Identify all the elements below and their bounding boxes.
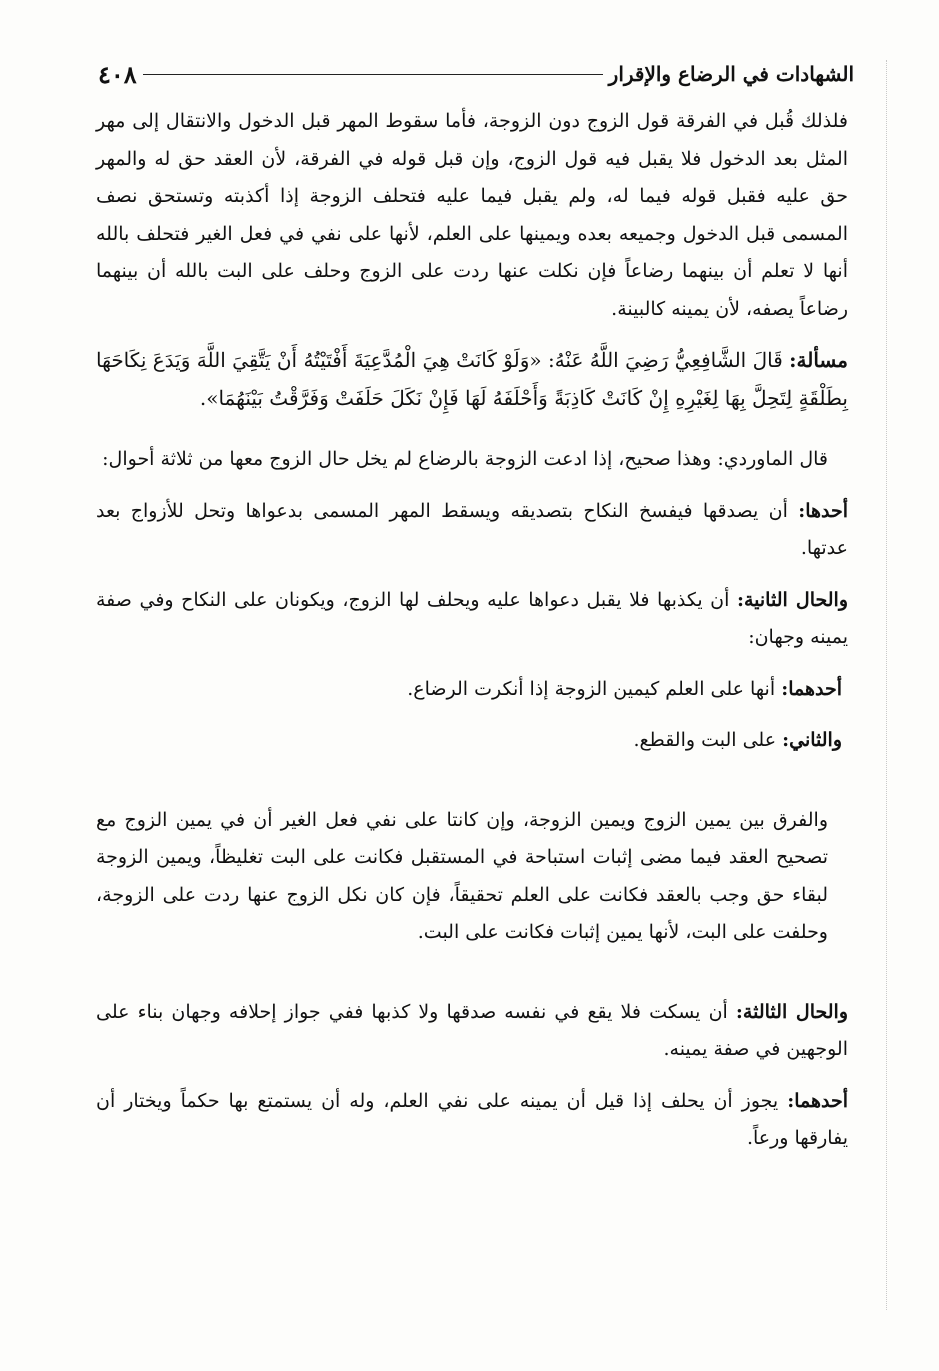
masala-label: مسألة: [789, 348, 848, 372]
page-header [88, 56, 854, 92]
paragraph-aspect-two [96, 722, 848, 760]
paragraph-last-aspect [96, 1083, 848, 1158]
spacer [96, 328, 848, 342]
page-body [96, 103, 848, 1158]
paragraph-state-two [96, 582, 848, 657]
state-three-label: والحال الثالثة: [735, 1000, 848, 1023]
aspect-two-label: والثاني: [782, 729, 842, 751]
state-two-label: والحال الثانية: [736, 588, 848, 611]
aspect-one-text: أنها على العلم كيمين الزوجة إذا أنكرت الرضاع. [407, 677, 776, 700]
state-one-label: أحدها: [798, 499, 849, 522]
spacer [96, 952, 848, 994]
header-rule [143, 74, 603, 75]
paragraph-intro: فلذلك قُبل في الفرقة قول الزوج دون الزوجة، فأما سقوط المهر قبل الدخول والانتقال إلى مهر المثل بعد الدخول فلا يقبل فيه قول الزوج، وإن قبل قوله في الفرقة، لأن العقد حق له والمهر حق عليه فقبل قوله فيما له، ولم يقبل فيما عليه فتحلف الزوجة إذا أكذبته وتستحق نصف المسمى قبل الدخول وجميعه بعده ويمينها على العلم، لأنها على نفي في فعل الغير فتحلف بالله أنها لا تعلم أن بينهما رضاعاً فإن نكلت عنها ردت على الزوج وحلف على البت بالله أن بينهما رضاعاً يصفه، لأن يمينه كالبينة. [96, 110, 848, 320]
masala-text: قَالَ الشَّافِعِيُّ رَضِيَ اللَّهُ عَنْهُ: «وَلَوْ كَانَتْ هِيَ الْمُدَّعِيَةَ أَفْتَيْتُهُ أَنْ يَتَّقِيَ اللَّهَ وَيَدَعَ نِكَاحَهَا بِطَلْقَةٍ لِتَحِلَّ بِهَا لِغَيْرِهِ إِنْ كَانَتْ كَاذِبَةً وَأَحْلَفَهُ لَهَا فَإِنْ نَكَلَ حَلَفَتْ وَفَرَّقْتُ بَيْنَهُمَا». [96, 348, 848, 410]
aspect-two-text: على البت والقطع. [633, 729, 777, 751]
last-aspect-label: أحدهما: [787, 1089, 848, 1112]
page-number: ٤٠٨ [98, 59, 137, 89]
spacer [96, 479, 848, 493]
running-title: الشهادات في الرضاع والإقرار [608, 62, 854, 86]
spacer [96, 760, 848, 802]
aspect-one-label: أحدهما: [781, 677, 842, 700]
paragraph-state-three [96, 994, 848, 1069]
paragraph-masala [96, 342, 848, 417]
paragraph-difference: والفرق بين يمين الزوج ويمين الزوجة، وإن كانتا على نفي فعل الغير أن في يمين الزوج مع تصحيح العقد فيما مضى إثبات استباحة في المستقبل فكانت على البت تغليظاً، ويمين الزوجة لبقاء حق وجب بالعقد فكانت على العلم تحقيقاً، فإن كان نكل الزوج عنها ردت على الزوجة، وحلفت على البت، لأنها يمين إثبات فكانت على البت. [96, 808, 828, 943]
paragraph-state-one [96, 493, 848, 568]
spacer [96, 708, 848, 722]
state-three-text: أن يسكت فلا يقع في نفسه صدقها ولا كذبها ففي جواز إحلافه وجهان بناء على الوجهين في صفة يمينه. [96, 1000, 848, 1060]
spacer [96, 1069, 848, 1083]
paragraph-mawardi: قال الماوردي: وهذا صحيح، إذا ادعت الزوجة بالرضاع لم يخل حال الزوج معها من ثلاثة أحوال: [102, 448, 828, 470]
spacer [96, 417, 848, 441]
paragraph-aspect-one [96, 671, 848, 709]
last-aspect-text: يجوز أن يحلف إذا قيل أن يمينه على نفي العلم، وله أن يستمتع بها حكماً ويختار أن يفارقها ورعاً. [96, 1089, 848, 1149]
scan-margin-line [884, 60, 887, 1310]
state-two-text: أن يكذبها فلا يقبل دعواها عليه ويحلف لها الزوج، ويكونان على النكاح وفي صفة يمينه وجهان: [96, 588, 848, 648]
state-one-text: أن يصدقها فيفسخ النكاح بتصديقه ويسقط المهر المسمى بدعواها وتحل للأزواج بعد عدتها. [96, 499, 848, 559]
spacer [96, 657, 848, 671]
spacer [96, 568, 848, 582]
